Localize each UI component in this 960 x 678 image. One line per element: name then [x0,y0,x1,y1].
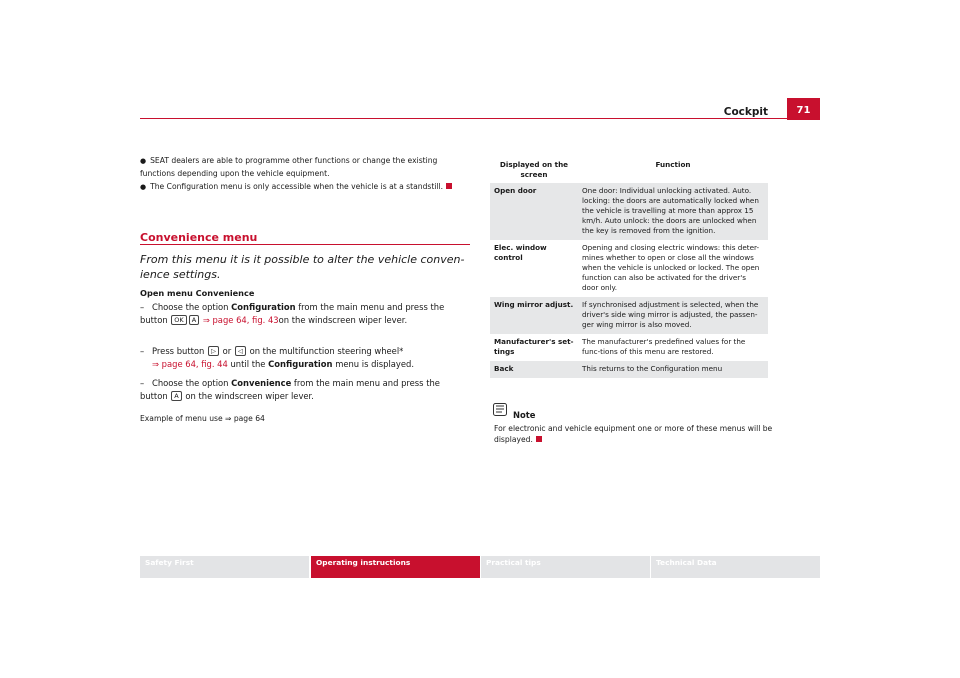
column-header: Function [578,157,768,183]
note-text: For electronic and vehicle equipment one or more of these menus will be displayed. [494,424,773,444]
row-label: Elec. window control [494,243,547,262]
note-label: Note [513,410,536,420]
row-label: Manufacturer's set-tings [494,337,574,356]
row-text: Opening and closing electric windows: this deter-mines whether to open or close all the windows when the vehicle is unlocked or locked. The open function can also be activated for the driver's door only. [582,243,760,292]
running-header-title: Cockpit [723,106,768,118]
table-row [490,240,768,297]
option-name: Configuration [231,302,296,312]
right-arrow-button-icon: ▷ [208,346,219,356]
row-text: If synchronised adjustment is selected, when the driver's side wing mirror is adjusted, the passen-ger wing mirror is also moved. [578,297,768,334]
cross-reference-link[interactable]: ⇒ page 64, fig. 44 [152,358,228,369]
convenience-menu-table [490,157,768,378]
section-intro: From this menu it is it possible to alter the vehicle conven-ience settings. [140,253,465,281]
ok-button-icon: OK [171,315,186,325]
bullet-list [140,155,470,194]
row-text: One door: Individual unlocking activated. Auto. locking: the doors are automatically locked when the vehicle is travelling at more than approx 15 km/h. Auto unlock: the doors are unlocked when the key is removed from the ignition. [578,183,768,240]
section-rule [140,244,470,245]
row-label: Open door [490,183,578,240]
footer-tab-operating-instructions[interactable]: Operating instructions [311,556,480,578]
column-header: Displayed on the screen [490,157,578,183]
end-of-section-icon [446,183,452,189]
footer-tab-safety-first[interactable]: Safety First [140,556,309,578]
section-title: Convenience menu [140,231,258,244]
bullet-text: The Configuration menu is only accessible when the vehicle is at a standstill. [150,182,444,191]
table-row [490,297,768,334]
note-icon [493,403,507,416]
example-reference: Example of menu use ⇒ page 64 [140,414,265,423]
step-2: – Press button ▷ or ◁ on the multifunction steering wheel* ⇒ page 64, fig. 44 until the Configuration menu is displayed. [140,346,415,369]
end-of-section-icon [536,436,542,442]
table-row [490,183,768,240]
step-1: – Choose the option Configuration from the main menu and press the button OK A ⇒ page 64, fig. 43on the windscreen wiper lever. [140,302,445,325]
table-row [490,361,768,378]
a-button-icon: A [189,315,199,325]
table-header-row [490,157,768,183]
bullet-item: ● The Configuration menu is only accessible when the vehicle is at a standstill. [140,181,470,194]
row-text: The manufacturer's predefined values for the func-tions of this menu are restored. [582,337,746,356]
footer-tab-practical-tips[interactable]: Practical tips [481,556,650,578]
left-arrow-button-icon: ◁ [235,346,246,356]
row-label: Wing mirror adjust. [490,297,578,334]
a-button-icon: A [171,391,181,401]
option-name: Convenience [231,378,292,388]
bullet-text: SEAT dealers are able to programme other functions or change the existing functions depending upon the vehicle equipment. [140,156,438,178]
table-row [490,334,768,361]
cross-reference-link[interactable]: ⇒ page 64, fig. 43 [202,314,279,325]
page-number: 71 [787,98,820,120]
menu-name: Configuration [268,358,333,369]
row-text: This returns to the Configuration menu [578,361,768,378]
footer-tab-technical-data[interactable]: Technical Data [651,556,820,578]
bullet-item: ● SEAT dealers are able to programme other functions or change the existing functions depending upon the vehicle equipment. [140,156,438,178]
row-label: Back [490,361,578,378]
step-3: – Choose the option Convenience from the main menu and press the button A on the windscreen wiper lever. [140,378,440,401]
subheading: Open menu Convenience [140,288,255,298]
header-rule [140,118,820,119]
